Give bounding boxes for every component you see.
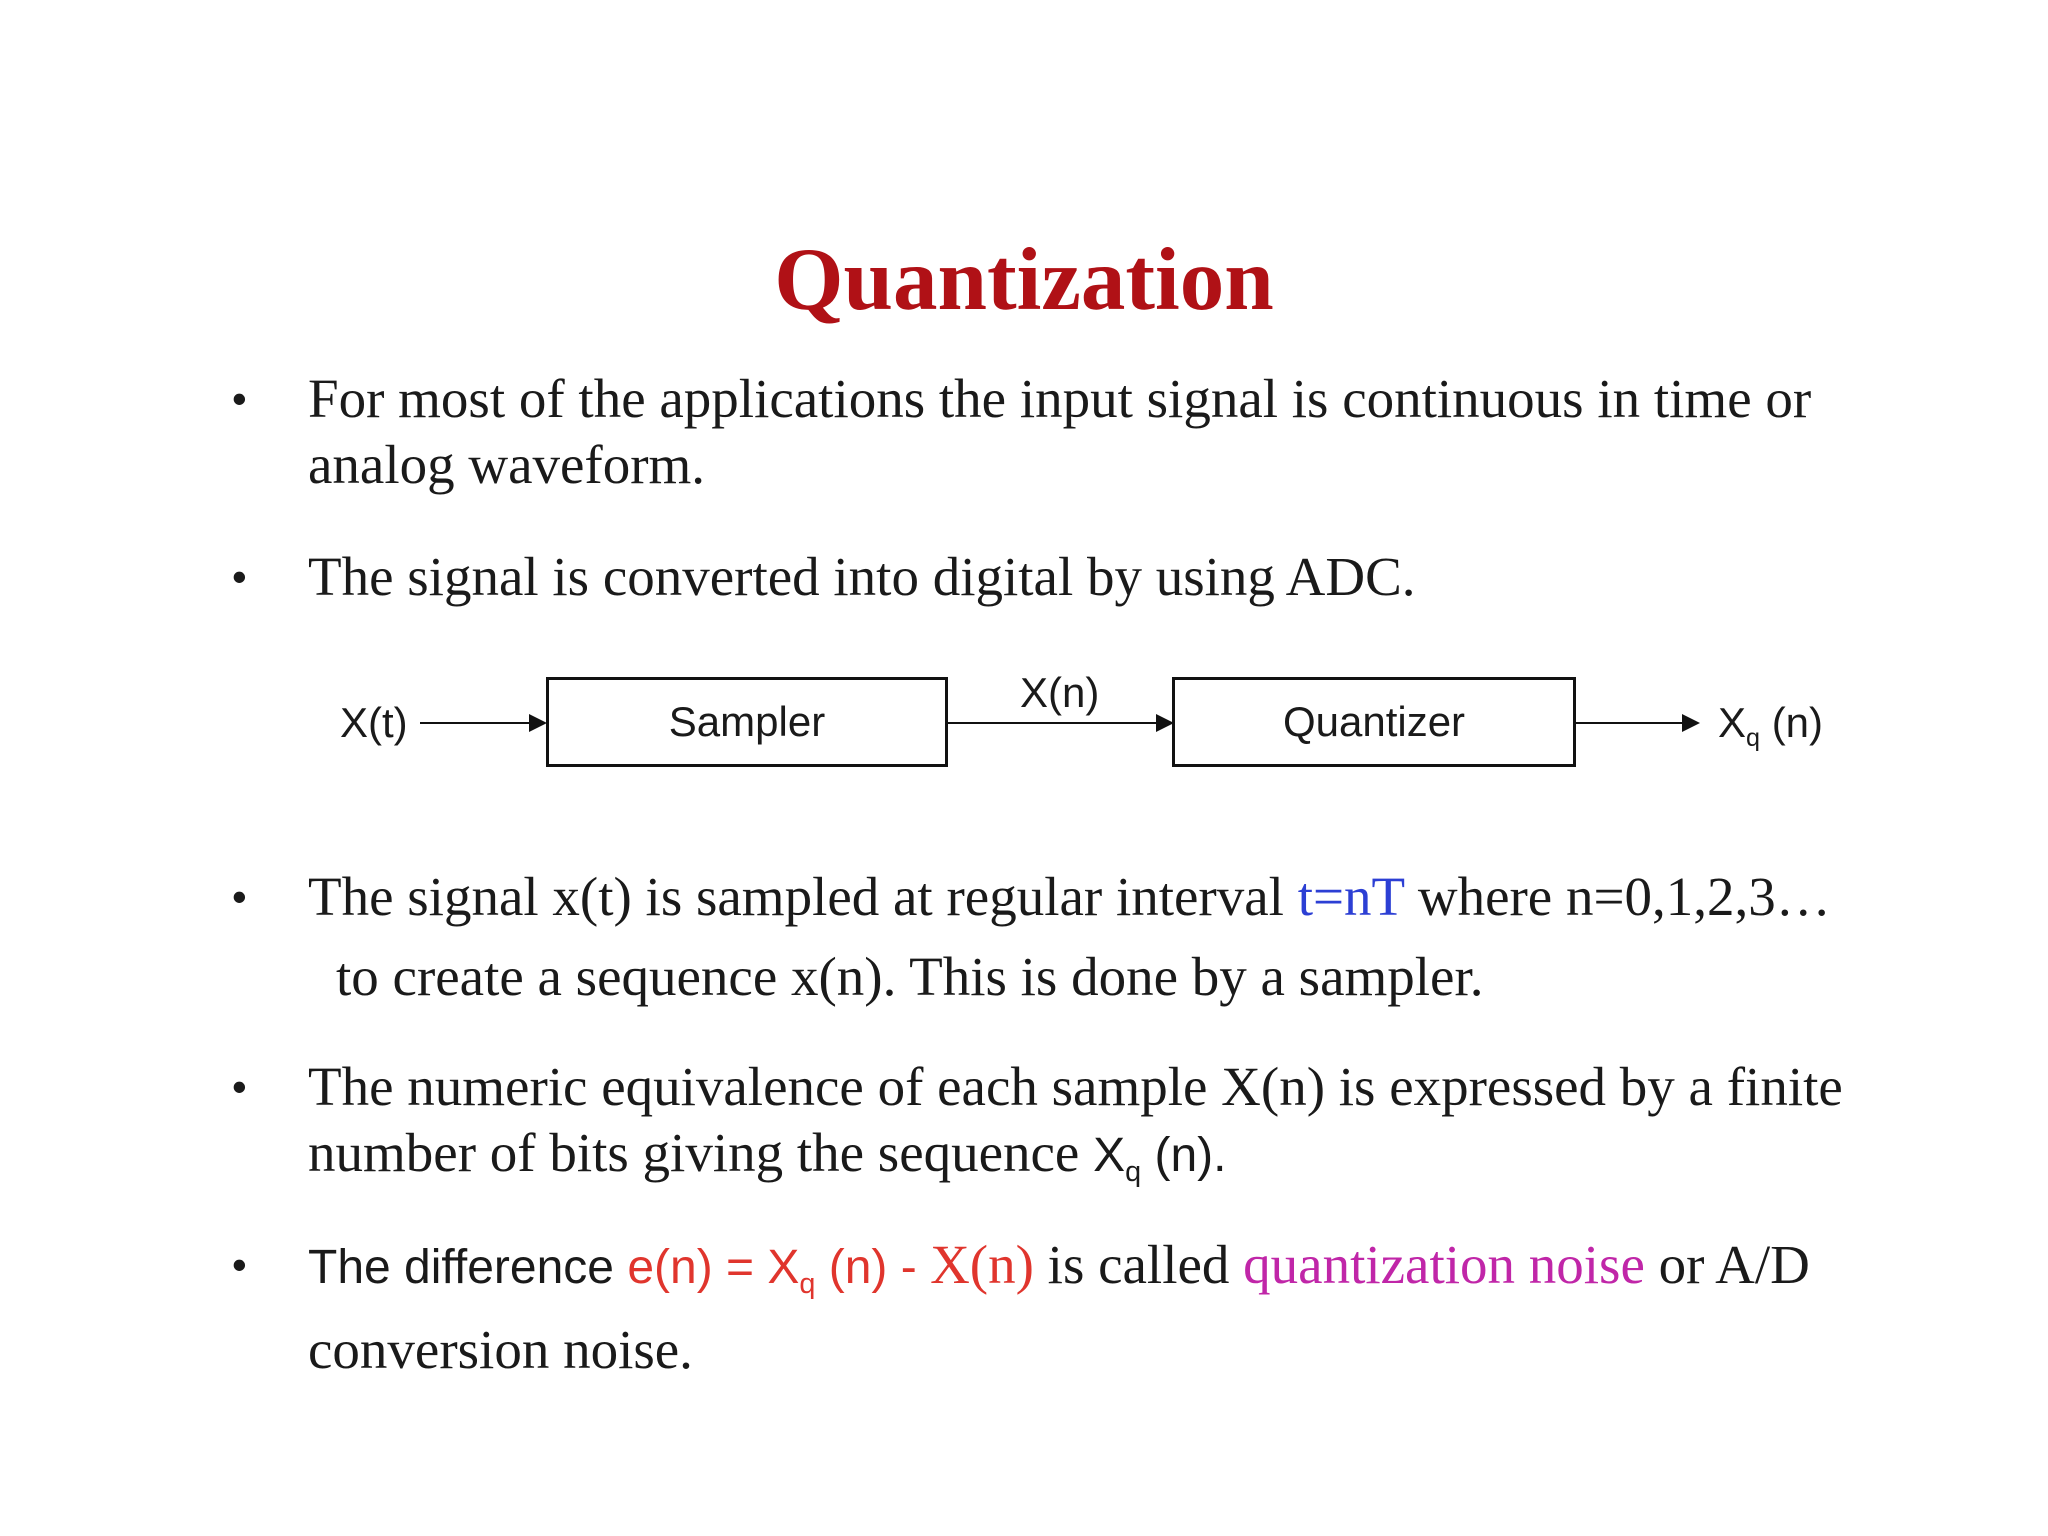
bullet-2-text: The signal is converted into digital by using ADC.: [308, 546, 1416, 607]
bullet-3-post: where n=0,1,2,3…: [1404, 866, 1831, 927]
bullet-5-post: or A/D: [1644, 1234, 1810, 1295]
output-label: [1718, 699, 1824, 752]
xq-x: X: [1093, 1129, 1126, 1182]
error-post: (n) -: [815, 1241, 931, 1294]
input-label: X(t): [340, 699, 408, 746]
arrow-middle: [948, 722, 1172, 724]
bullet-dot: •: [232, 553, 247, 600]
bullet-dot: •: [232, 873, 247, 920]
bullet-dot: •: [232, 375, 247, 422]
mid-label: X(n): [1020, 669, 1100, 716]
bullet-3-text: [308, 864, 1892, 1010]
bullet-4: [232, 1054, 1892, 1205]
bullet-5-pre: The difference: [308, 1241, 628, 1294]
bullet-3-line2: to create a sequence x(n). This is done by a sampler.: [336, 946, 1484, 1007]
quantization-noise-term: quantization noise: [1243, 1234, 1645, 1295]
bullet-4-line2-pre: number of bits giving the sequence: [308, 1122, 1094, 1183]
error-subscript: q: [799, 1268, 816, 1301]
bullet-3-pre: The signal x(t) is sampled at regular interval: [308, 866, 1298, 927]
bullet-5-line2: conversion noise.: [308, 1319, 693, 1381]
bullet-dot: •: [232, 1241, 247, 1288]
bullet-4-line1: The numeric equivalence of each sample X(n) is expressed by a finite: [308, 1056, 1843, 1117]
error-expression: [627, 1241, 931, 1301]
bullet-1: [232, 366, 1892, 498]
quantizer-block: [1172, 677, 1576, 767]
bullet-4-text: [308, 1054, 1892, 1205]
bullet-5-text: [308, 1232, 1892, 1383]
bullet-2: [232, 544, 1892, 610]
bullet-3: [232, 864, 1892, 1010]
output-post: (n): [1760, 699, 1824, 746]
error-xn: X(n): [930, 1234, 1034, 1295]
bullet-5-mid: is called: [1033, 1234, 1244, 1295]
output-subscript: q: [1746, 723, 1761, 752]
bullet-1-text: For most of the applications the input signal is continuous in time or analog waveform.: [308, 368, 1812, 495]
output-x: X: [1718, 699, 1747, 746]
sampler-block: [546, 677, 948, 767]
slide-title: Quantization: [774, 231, 1274, 329]
xq-sequence: [1093, 1129, 1227, 1189]
xq-post: (n).: [1141, 1129, 1227, 1182]
sampler-label: Sampler: [668, 698, 826, 745]
interval-highlight: t=nT: [1297, 866, 1405, 927]
xq-subscript: q: [1125, 1156, 1142, 1189]
quantizer-label: Quantizer: [1282, 698, 1466, 745]
error-e: e(n) = X: [627, 1241, 800, 1294]
bullet-5: [232, 1232, 1892, 1383]
arrow-input: [420, 722, 545, 724]
bullet-dot: •: [232, 1063, 247, 1110]
arrow-output: [1576, 722, 1698, 724]
